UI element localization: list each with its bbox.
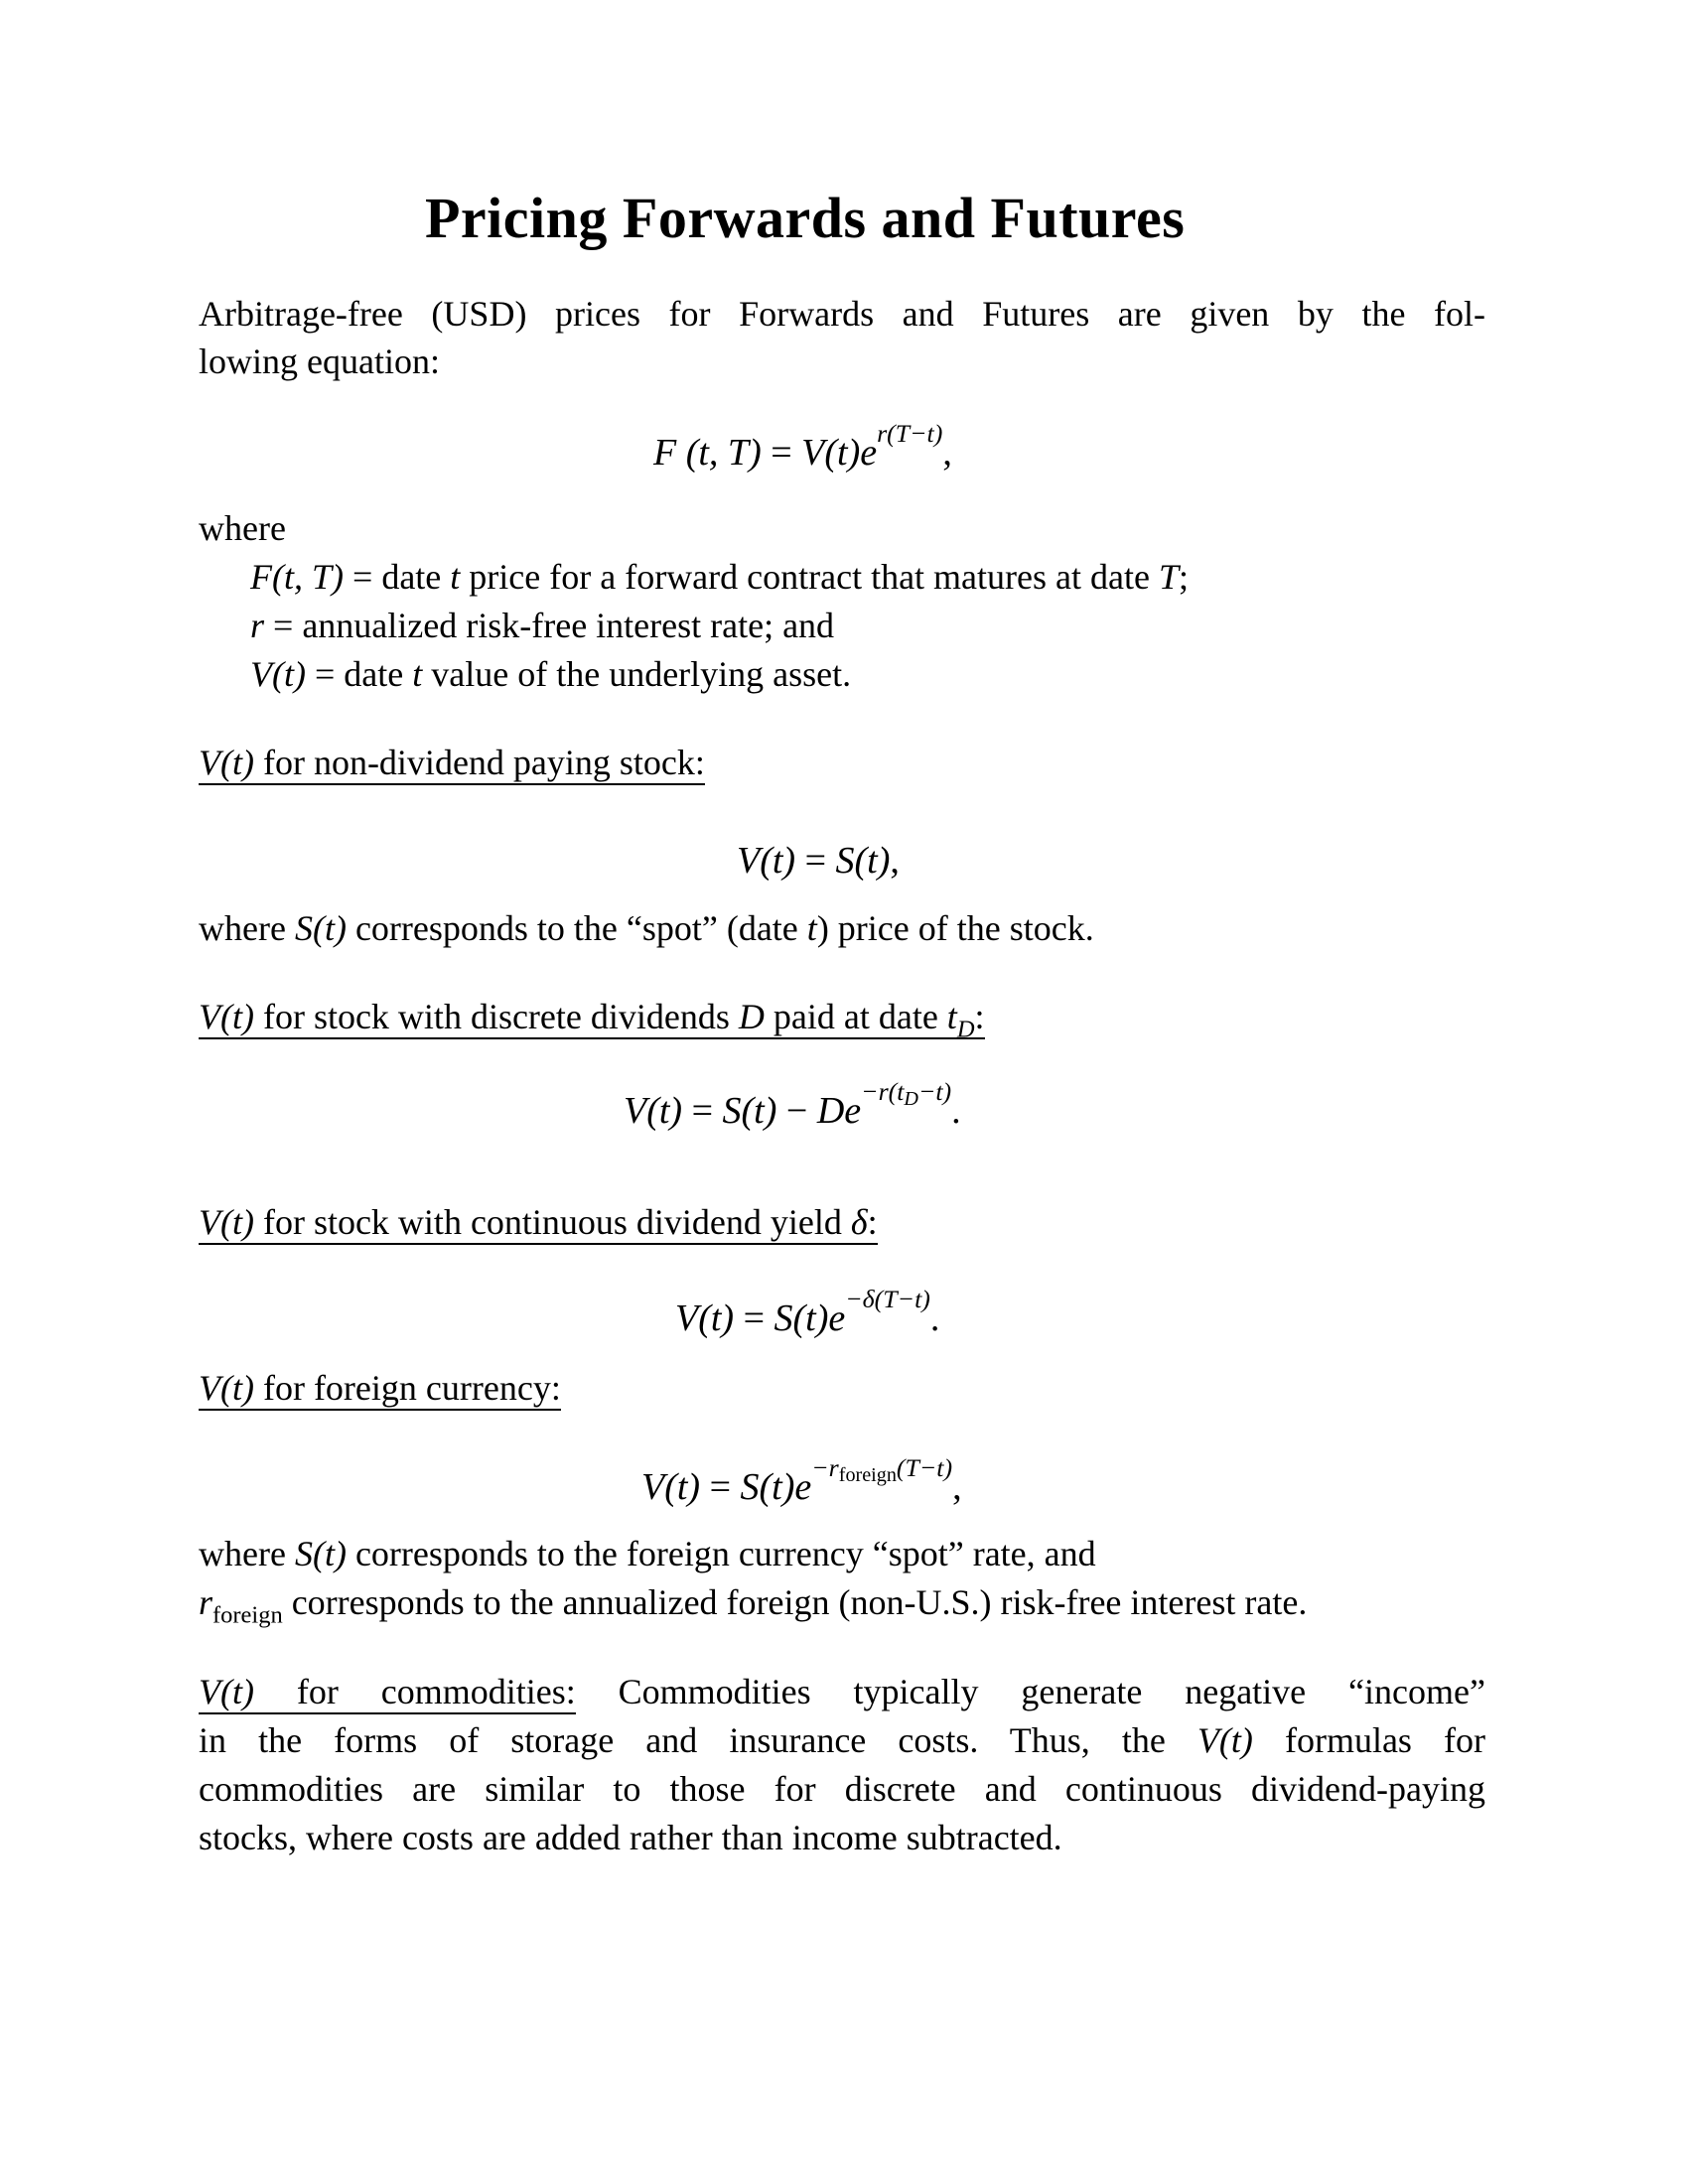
- eq-equals: =: [761, 432, 802, 474]
- def-var: t: [450, 557, 461, 597]
- intro-line-2: lowing equation:: [199, 341, 440, 381]
- def-text: value of the underlying asset.: [422, 654, 852, 694]
- eq-punct: .: [951, 1090, 961, 1132]
- note-text: corresponds to the annualized foreign (non-U.S.) risk-free interest rate.: [282, 1582, 1308, 1622]
- heading-var: V(t): [199, 1672, 254, 1711]
- commodities-var: V(t): [1196, 1720, 1253, 1760]
- note-text: corresponds to the foreign currency “spot” rate, and: [346, 1534, 1096, 1573]
- eq-exponent: −δ(T−t): [845, 1284, 930, 1313]
- heading-text: paid at date: [764, 997, 947, 1036]
- def-symbol: r: [250, 606, 265, 645]
- note-text: ) price of the stock.: [816, 908, 1094, 948]
- equation-foreign-currency: [641, 1452, 962, 1511]
- eq-lhs: V(t): [675, 1297, 735, 1339]
- definition-F: [250, 553, 1189, 601]
- def-sep: =: [344, 557, 382, 597]
- def-end: ;: [1178, 557, 1189, 597]
- section-heading-non-dividend: [199, 739, 705, 786]
- heading-var: D: [738, 997, 765, 1036]
- eq-exponent: −t): [917, 1076, 952, 1106]
- note-text: where: [199, 1534, 295, 1573]
- intro-line-1: Arbitrage-free (USD) prices for Forwards and Futures are given by the fol-: [199, 294, 1485, 334]
- eq-exponent: r(T−t): [877, 418, 943, 448]
- eq-rhs: S(t): [835, 840, 891, 882]
- eq-rhs: (t)e: [824, 432, 878, 474]
- section-heading-continuous-yield: [199, 1198, 878, 1246]
- eq-rhs: S(t)e: [740, 1466, 812, 1508]
- heading-var: δ: [850, 1202, 868, 1242]
- commodities-line-3: commodities are similar to those for discrete and continuous dividend-paying: [199, 1769, 1485, 1809]
- note-sub: foreign: [212, 1601, 283, 1629]
- eq-rhs: De: [816, 1090, 862, 1132]
- heading-sub: D: [956, 1016, 975, 1043]
- eq-exponent: (T−t): [896, 1452, 953, 1482]
- eq-punct: ,: [952, 1466, 962, 1508]
- def-sep: =: [305, 654, 345, 694]
- equation-discrete-dividends: [624, 1076, 961, 1135]
- eq-args: (t, T): [676, 432, 762, 474]
- note-var: r: [199, 1582, 213, 1622]
- heading-end: :: [974, 997, 985, 1036]
- note-text: corresponds to the “spot” (date: [346, 908, 807, 948]
- commodities-text: in the forms of storage and insurance costs. Thus, the: [199, 1720, 1197, 1760]
- eq-lhs: V(t): [641, 1466, 701, 1508]
- eq-punct: ,: [890, 840, 900, 882]
- def-symbol: F(t, T): [250, 557, 344, 597]
- def-var: T: [1158, 557, 1179, 597]
- eq-equals: =: [734, 1297, 774, 1339]
- def-text: annualized risk-free interest rate; and: [302, 606, 835, 645]
- eq-lhs: V(t): [737, 840, 796, 882]
- eq-exponent: −r(t: [861, 1076, 905, 1106]
- section-heading-foreign-currency: [199, 1364, 561, 1412]
- eq-symbol-V: V: [801, 432, 825, 474]
- def-text: date: [344, 654, 413, 694]
- definition-V: [250, 650, 851, 698]
- heading-var: V(t): [199, 1368, 254, 1408]
- main-equation: [653, 418, 952, 477]
- def-text: date: [381, 557, 451, 597]
- page-title: Pricing Forwards and Futures: [425, 186, 1186, 250]
- note-var: t: [806, 908, 817, 948]
- eq-equals: =: [700, 1466, 741, 1508]
- eq-rhs: S(t): [722, 1090, 777, 1132]
- eq-punct: ,: [942, 432, 952, 474]
- definition-r: [250, 602, 834, 649]
- eq-rhs: S(t)e: [774, 1297, 846, 1339]
- eq-symbol-F: F: [653, 432, 677, 474]
- def-text: price for a forward contract that matures at date: [460, 557, 1159, 597]
- equation-non-dividend: [737, 837, 900, 885]
- note-foreign-currency-1: [199, 1530, 1096, 1577]
- def-var: t: [412, 654, 423, 694]
- note-foreign-currency-2: [199, 1578, 1308, 1629]
- note-var: S(t): [294, 1534, 347, 1573]
- heading-text: for stock with continuous dividend yield: [253, 1202, 851, 1242]
- note-text: where: [199, 908, 295, 948]
- def-sep: =: [264, 606, 303, 645]
- eq-minus: −: [776, 1090, 817, 1132]
- eq-equals: =: [795, 840, 836, 882]
- section-heading-discrete-dividends: [199, 993, 985, 1043]
- eq-equals: =: [682, 1090, 723, 1132]
- heading-var: t: [946, 997, 957, 1036]
- eq-lhs: V(t): [624, 1090, 683, 1132]
- eq-punct: .: [929, 1297, 940, 1339]
- heading-text: for stock with discrete dividends: [253, 997, 739, 1036]
- eq-exponent-sub: D: [904, 1087, 918, 1110]
- heading-text: for foreign currency:: [253, 1368, 561, 1408]
- note-var: S(t): [294, 908, 347, 948]
- eq-exponent-sub: foreign: [838, 1463, 897, 1486]
- heading-var: V(t): [199, 1202, 254, 1242]
- commodities-text: formulas for: [1252, 1720, 1485, 1760]
- heading-var: V(t): [199, 997, 254, 1036]
- note-non-dividend: [199, 904, 1094, 952]
- commodities-line-2: [199, 1716, 1485, 1764]
- commodities-text: Commodities typically generate negative “income”: [575, 1672, 1485, 1711]
- equation-continuous-yield: [675, 1284, 940, 1342]
- heading-end: :: [867, 1202, 878, 1242]
- where-label: where: [199, 508, 286, 548]
- heading-var: V(t): [199, 743, 254, 782]
- def-symbol: V(t): [250, 654, 306, 694]
- heading-text: for non-dividend paying stock:: [253, 743, 705, 782]
- commodities-line-4: stocks, where costs are added rather than income subtracted.: [199, 1818, 1062, 1857]
- commodities-line-1: [199, 1668, 1485, 1715]
- eq-exponent: −r: [811, 1452, 839, 1482]
- heading-text: for commodities:: [253, 1672, 576, 1711]
